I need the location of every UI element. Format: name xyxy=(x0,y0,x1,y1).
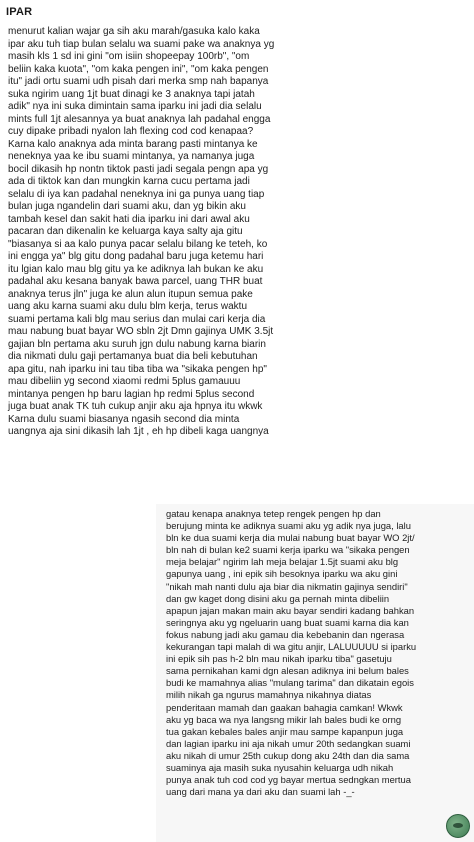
text-line: padahal aku kesana banyak bawa parcel, uang THR buat xyxy=(8,276,263,287)
text-line: mau nabung buat bayar WO sbln 2jt Dmn gajinya UMK 3.5jt xyxy=(8,326,274,337)
text-line: anaknya terus jln" juga ke alun alun itupun semua pake xyxy=(8,288,253,300)
text-line: sama pernikahan kami dgn alesan adiknya ini belum bales xyxy=(166,665,409,677)
post-title: IPAR xyxy=(6,6,33,18)
text-line: fokus nabung jadi aku gamau dia kebebanin dan ngerasa xyxy=(166,628,405,640)
text-line: masih kls 1 sd ini gini "om isiin shopeepay 100rb", "om xyxy=(8,51,250,62)
text-line: ini engga ya" blg gitu dong padahal baru juga ketemu hari xyxy=(8,251,264,262)
text-line: apapun jajan makan main aku bayar sendiri kadang bahkan xyxy=(166,604,415,616)
text-line: itu lgian kalo mau blg gitu ya ke adiknya lah bukan ke aku xyxy=(8,263,264,275)
text-line: kekurangan tapi malah di wa gitu anjir, LALUUUUU si iparku xyxy=(166,641,417,653)
text-line: berujung minta ke adiknya suami aku yg adik nya juga, lalu xyxy=(166,520,411,532)
confession-text-part-2 xyxy=(156,504,474,842)
text-line: bln nah di bulan ke2 suami kerja iparku wa "sikaka pengen xyxy=(166,544,410,556)
text-line: punya anak tuh cod cod yg bayar mertua sedngkan mertua xyxy=(166,774,411,786)
text-line: uangnya aja sini dikasih lah 1jt , eh hp dibeli kaga uangnya xyxy=(8,426,269,437)
text-line: suami pertama kali blg mau serius dan mulai cari kerja dia xyxy=(8,313,266,325)
text-line: selalu di iya kan padahal neneknya ini ga punya uang tiap xyxy=(8,188,265,200)
text-line: uang aku karna suami aku dulu blm kerja, terus waktu xyxy=(8,301,248,312)
text-line: meja belajar" ngirim lah meja belajar 1.5jt suami aku blg xyxy=(166,556,399,568)
text-line: "biasanya si aa kalo punya pacar selalu bilang ke teteh, ko xyxy=(8,238,268,250)
text-line: cuy dipake pribadi nyalon lah flexing cod cod kenapaa? xyxy=(8,126,254,137)
text-line: mintanya pengen hp baru lagian hp redmi 5plus second xyxy=(8,388,255,400)
text-line: gatau kenapa anaknya tetep rengek pengen hp dan xyxy=(166,508,381,519)
text-line: dan lagian iparku ini aja nikah umur 20th sedangkan suami xyxy=(166,737,411,749)
text-line: ini epik sih pas h-2 bln mau nikah iparku tiba" gasetuju xyxy=(166,653,392,665)
text-line: Karna kalo anaknya ada minta barang pasti mintanya ke xyxy=(8,138,258,150)
text-line: uang dari mana ya dari aku dan suami lah -_- xyxy=(166,786,355,798)
confession-text-part-1 xyxy=(0,26,474,504)
text-line: adik" nya ini suka dimintain sama iparku ini jadi dia selalu xyxy=(8,101,262,112)
text-line: aku yg baca wa nya langsng mikir lah bales budi ke orng xyxy=(166,713,402,725)
text-line: gajian bln pertama aku suruh jgn dulu nabung karna biarin xyxy=(8,338,266,350)
text-line: bocil dikasih hp nontn tiktok pasti jadi segala pengn apa yg xyxy=(8,163,269,175)
text-line: seringnya aku yg ngeluarin uang buat suami karna dia kan xyxy=(166,616,409,628)
text-line: ipar aku tuh tiap bulan selalu wa suami pake wa anaknya yg xyxy=(8,38,275,50)
text-line: penderitaan mamah dan gaakan bahagia camkan! Wkwk xyxy=(166,701,403,713)
text-line: gapunya uang , ini epik sih besoknya iparku wa aku gini xyxy=(166,568,398,580)
text-line: dan gw kaget dong disini aku ga pernah minta dibeliin xyxy=(166,592,390,604)
text-line: tua gakan kebales bales anjir mau sampe kapanpun juga xyxy=(166,725,404,737)
text-line: aku nikah di umur 25th cukup dong aku 24th dan dia sama xyxy=(166,749,410,761)
text-line: neneknya yaa ke ibu suami mintanya, ya namanya juga xyxy=(8,151,255,162)
text-line: beliin kaka kuota", "om kaka pengen ini", "om kaka pengen xyxy=(8,63,269,75)
text-line: suka ngirim uang 1jt buat dinagi ke 3 anaknya tapi jatah xyxy=(8,88,255,100)
text-line: apa gitu, nah iparku ini tau tiba tiba wa "sikaka pengen hp" xyxy=(8,363,267,375)
text-line: mints full 1jt alesannya ya buat anaknya lah padahal engga xyxy=(8,113,271,125)
text-line: pacaran dan dikenalin ke keluarga kaya salty aja gitu xyxy=(8,226,243,237)
text-line: dia nikmati dulu gaji pertamanya buat dia beli kebutuhan xyxy=(8,351,258,362)
text-line: budi ke mamahnya alias "mulang tarima" dan dikatain egois xyxy=(166,677,414,689)
text-line: itu" jadi ortu suami udh pisah dari merka smp nah bapanya xyxy=(8,76,269,87)
text-line: juga buat anak TK tuh cukup anjir aku aja hpnya itu wkwk xyxy=(8,401,263,412)
text-line: Karna dulu suami biasanya ngasih second dia minta xyxy=(8,413,240,425)
text-line: mau dibeliin yg second xiaomi redmi 5plus gamauuu xyxy=(8,376,241,387)
text-line: bln ke dua suami kerja dia mulai nabung buat bayar WO 2jt/ xyxy=(166,532,415,544)
text-line: ada di tiktok kan dan mungkin karna cucu pertama jadi xyxy=(8,176,250,187)
text-line: suaminya aja masih suka nyusahin keluarga udh nikah xyxy=(166,761,394,773)
text-line: menurut kalian wajar ga sih aku marah/gasuka kalo kaka xyxy=(8,26,260,37)
text-line: "nikah mah nanti dulu aja biar dia nikmatin gajinya sendiri" xyxy=(166,580,408,592)
watermark-logo-icon xyxy=(446,814,470,838)
text-line: milih nikah ga ngurus mamahnya nikahnya diatas xyxy=(166,689,372,701)
text-line: tambah kesel dan sakit hati dia iparku ini dari awal aku xyxy=(8,213,250,225)
text-line: bulan juga ngandelin dari suami aku, dan yg bikin aku xyxy=(8,201,246,212)
